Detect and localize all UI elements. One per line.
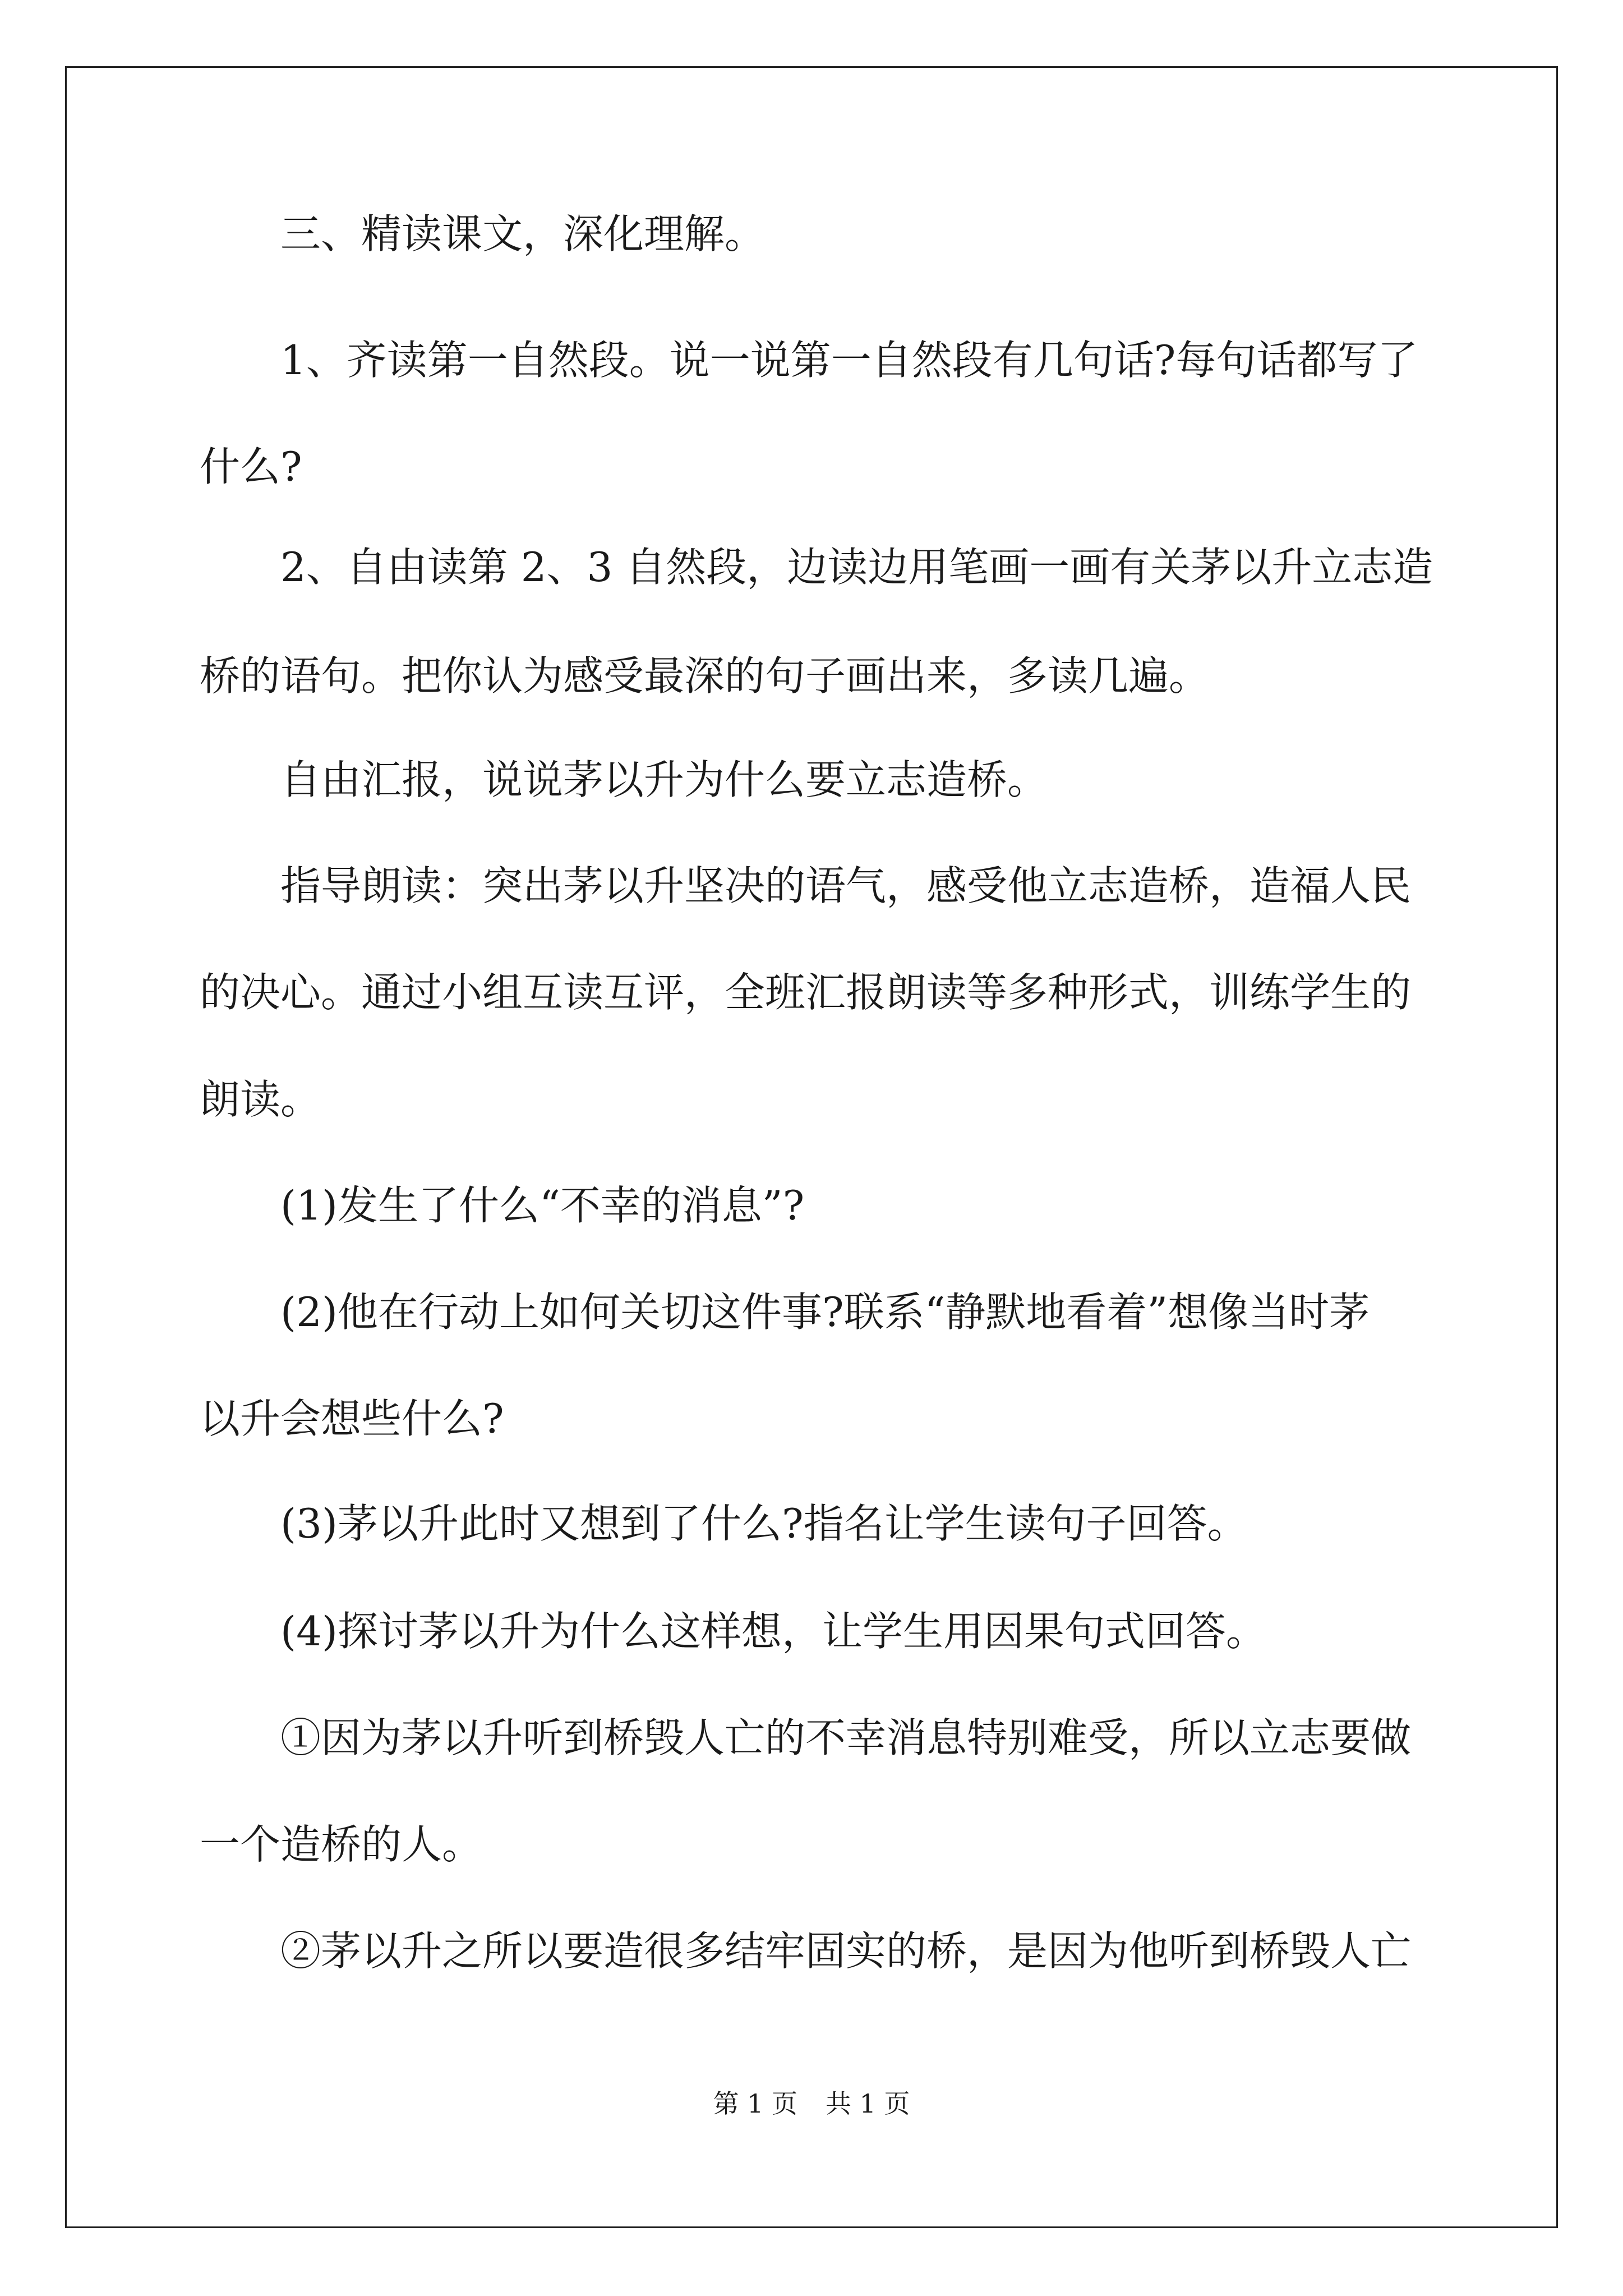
paragraph-line: 指导朗读：突出茅以升坚决的语气，感受他立志造桥，造福人民 xyxy=(280,862,1412,909)
paragraph-line: (3)茅以升此时又想到了什么?指名让学生读句子回答。 xyxy=(280,1500,1248,1547)
page-total: 共 1 页 xyxy=(826,2088,910,2119)
paragraph-line: 什么? xyxy=(200,443,302,490)
paragraph-line: ②茅以升之所以要造很多结牢固实的桥，是因为他听到桥毁人亡 xyxy=(280,1927,1412,1975)
page-border xyxy=(65,66,1558,2228)
page-number: 第 1 页 xyxy=(713,2088,797,2119)
paragraph-line: (2)他在行动上如何关切这件事?联系“静默地看着”想像当时茅 xyxy=(280,1289,1370,1336)
paragraph-line: 以升会想些什么? xyxy=(200,1395,504,1442)
paragraph-line: 桥的语句。把你认为感受最深的句子画出来，多读几遍。 xyxy=(200,652,1210,700)
paragraph-line: ①因为茅以升听到桥毁人亡的不幸消息特别难受，所以立志要做 xyxy=(280,1714,1412,1761)
section-heading: 三、精读课文，深化理解。 xyxy=(280,210,766,257)
paragraph-line: 一个造桥的人。 xyxy=(200,1821,483,1868)
paragraph-line: 2、自由读第 2、3 自然段，边读边用笔画一画有关茅以升立志造 xyxy=(280,544,1433,591)
page-footer xyxy=(0,2087,1623,2120)
paragraph-line: (1)发生了什么“不幸的消息”? xyxy=(280,1182,805,1229)
paragraph-line: 1、齐读第一自然段。说一说第一自然段有几句话?每句话都写了 xyxy=(280,337,1418,384)
paragraph-line: 朗读。 xyxy=(200,1076,321,1123)
paragraph-line: 的决心。通过小组互读互评，全班汇报朗读等多种形式，训练学生的 xyxy=(200,969,1412,1016)
paragraph-line: (4)探讨茅以升为什么这样想，让学生用因果句式回答。 xyxy=(280,1608,1266,1655)
paragraph-line: 自由汇报，说说茅以升为什么要立志造桥。 xyxy=(280,756,1048,803)
